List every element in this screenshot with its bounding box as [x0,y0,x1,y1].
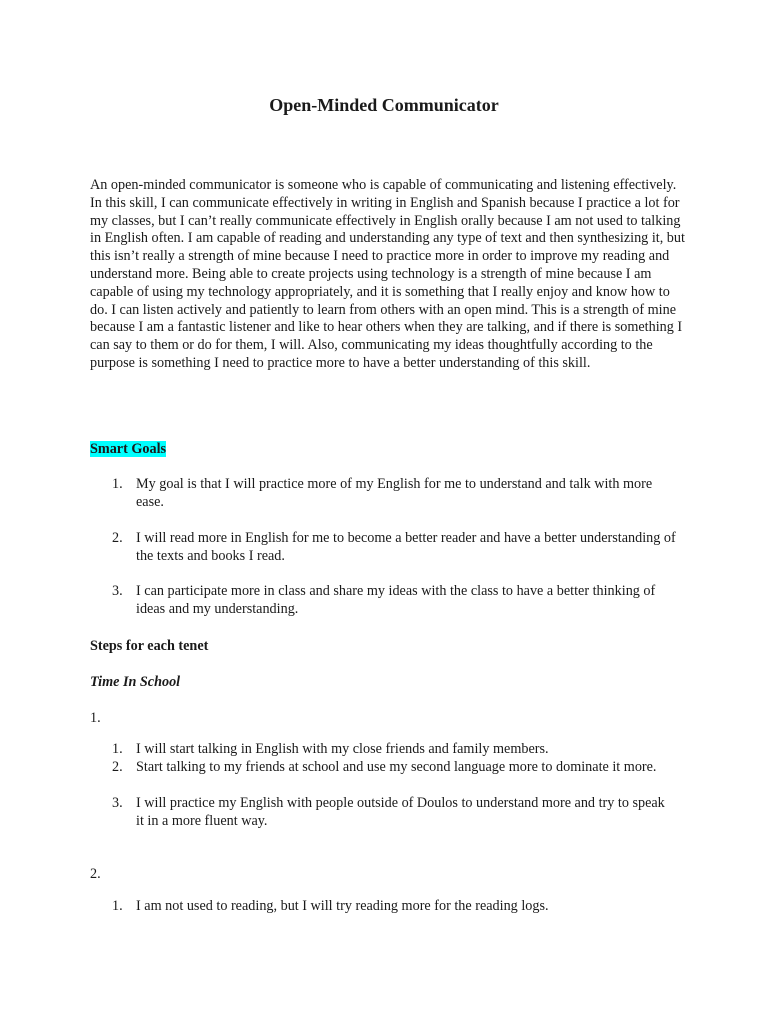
list-number: 3. [112,795,123,811]
smart-goal-text: My goal is that I will practice more of my English for me to understand and talk with more ease. [136,476,653,510]
steps-heading: Steps for each tenet [90,638,209,654]
step-item [90,759,690,777]
smart-goals-heading [90,440,166,458]
list-number: 1. [112,741,123,757]
step-item [90,741,690,759]
smart-goal-item [90,530,690,566]
intro-paragraph: An open-minded communicator is someone who is capable of communicating and listening effectively. In this skill, I can communicate effectively in writing in English and Spanish because I practice a lot for my classes, but I can’t really communicate effectively in English orally because I am not used to talking in English often. I am capable of reading and understanding any type of text and then synthesizing it, but this isn’t really a strength of mine because I need to practice more in order to improve my reading and understand more. Being able to create projects using technology is a strength of mine because I am capable of using my technology appropriately, and it is something that I really enjoy and know how to do. I can listen actively and patiently to learn from others with an open mind. This is a strength of mine because I am a fantastic listener and like to hear others when they are talking, and if there is something I can say to them or do for them, I will. Also, communicating my ideas thoughtfully according to the purpose is something I need to practice more to have a better understanding of this skill. [90,177,685,371]
document-title: Open-Minded Communicator [269,95,499,115]
step-item [90,898,690,916]
smart-goal-text: I can participate more in class and share my ideas with the class to have a better thinking of ideas and my understanding. [136,583,656,617]
list-number: 1. [112,476,123,492]
list-number: 3. [112,583,123,599]
step-text: I will start talking in English with my close friends and family members. [136,741,549,757]
step-text: I will practice my English with people outside of Doulos to understand more and try to speak it in a more fluent way. [136,795,665,829]
time-in-school-heading: Time In School [90,674,181,690]
smart-goal-item [90,476,690,512]
smart-goals-heading-text: Smart Goals [90,441,167,457]
step-text: I am not used to reading, but I will try reading more for the reading logs. [136,898,549,914]
step-item [90,795,690,831]
list-number: 1. [112,898,123,914]
section-number-2: 2. [90,866,101,882]
list-number: 2. [112,759,123,775]
step-text: Start talking to my friends at school and use my second language more to dominate it more. [136,759,657,775]
smart-goal-item [90,583,690,619]
section-number-1: 1. [90,710,101,726]
smart-goal-text: I will read more in English for me to become a better reader and have a better understanding of the texts and books I read. [136,530,676,564]
list-number: 2. [112,530,123,546]
